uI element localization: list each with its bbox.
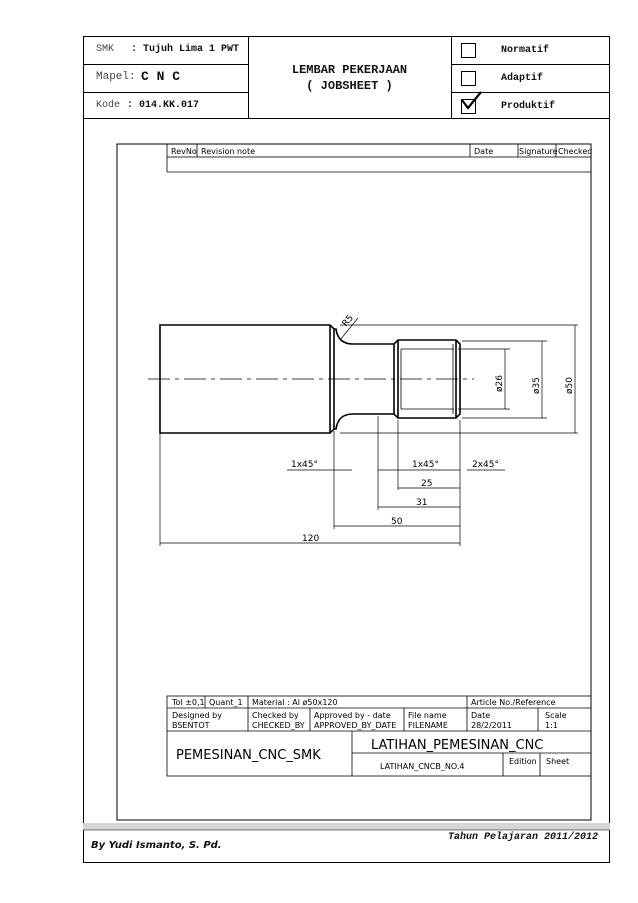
adaptif-label: Adaptif xyxy=(501,73,544,84)
tb-company: PEMESINAN_CNC_SMK xyxy=(176,748,321,763)
mapel-label: Mapel: xyxy=(96,71,136,83)
tb-scale-value: 1:1 xyxy=(545,721,558,730)
tb-checked-label: Checked by xyxy=(252,711,299,720)
rev-header-revno: RevNo xyxy=(171,147,197,156)
dim-chamfer-mid: 1x45° xyxy=(412,460,440,470)
tb-tol: Tol ±0,1 xyxy=(172,698,205,707)
dim-r5: R5 xyxy=(340,313,357,329)
tb-date-label: Date xyxy=(471,711,491,720)
tb-material: Material : Al ø50x120 xyxy=(252,698,338,707)
tb-approved-value: APPROVED_BY_DATE xyxy=(314,721,397,730)
tb-drawing-no: LATIHAN_CNCB_NO.4 xyxy=(380,762,465,771)
rev-header-signature: Signature xyxy=(519,147,558,156)
page-title-line-1: LEMBAR PEKERJAAN xyxy=(291,63,408,77)
tb-sheet-label: Sheet xyxy=(546,757,570,766)
revision-table xyxy=(167,144,592,172)
dim-len-50: 50 xyxy=(391,517,403,527)
tb-checked-value: CHECKED_BY xyxy=(252,721,305,730)
dim-len-31: 31 xyxy=(416,498,428,508)
tb-file-label: File name xyxy=(408,711,447,720)
tb-designed-label: Designed by xyxy=(172,711,222,720)
rev-header-checked: Checked xyxy=(558,147,593,156)
mapel-value: C N C xyxy=(141,69,181,84)
smk-label: SMK xyxy=(96,44,115,55)
footer-band xyxy=(83,823,610,830)
tb-edition-label: Edition xyxy=(509,757,537,766)
dim-d26: ø26 xyxy=(495,375,505,392)
tb-article: Article No./Reference xyxy=(471,698,556,707)
rev-header-date: Date xyxy=(474,147,494,156)
tb-file-value: FILENAME xyxy=(408,721,448,730)
dim-len-25: 25 xyxy=(421,479,433,489)
dim-chamfer-right: 2x45° xyxy=(472,460,500,470)
kode-label: Kode xyxy=(96,100,121,111)
length-dimensions xyxy=(160,416,505,546)
tb-scale-label: Scale xyxy=(545,711,567,720)
tb-quant: Quant_1 xyxy=(209,698,243,707)
dim-d35: ø35 xyxy=(532,377,542,394)
tb-approved-label: Approved by - date xyxy=(314,711,391,720)
footer-author: By Yudi Ismanto, S. Pd. xyxy=(91,840,222,851)
produktif-label: Produktif xyxy=(501,101,556,112)
tb-title: LATIHAN_PEMESINAN_CNC xyxy=(371,738,544,753)
dim-d50: ø50 xyxy=(565,377,575,394)
footer-year: Tahun Pelajaran 2011/2012 xyxy=(448,832,599,843)
tb-date-value: 28/2/2011 xyxy=(471,721,513,730)
dim-len-120: 120 xyxy=(302,534,320,544)
smk-value: : Tujuh Lima 1 PWT xyxy=(131,44,240,55)
tb-designed-value: BSENTOT xyxy=(172,721,210,730)
page-title-line-2: ( JOBSHEET ) xyxy=(306,79,393,93)
rev-header-note: Revision note xyxy=(201,147,255,156)
normatif-label: Normatif xyxy=(501,45,550,56)
kode-value: : 014.KK.017 xyxy=(127,100,200,111)
dim-chamfer-left: 1x45° xyxy=(291,460,319,470)
